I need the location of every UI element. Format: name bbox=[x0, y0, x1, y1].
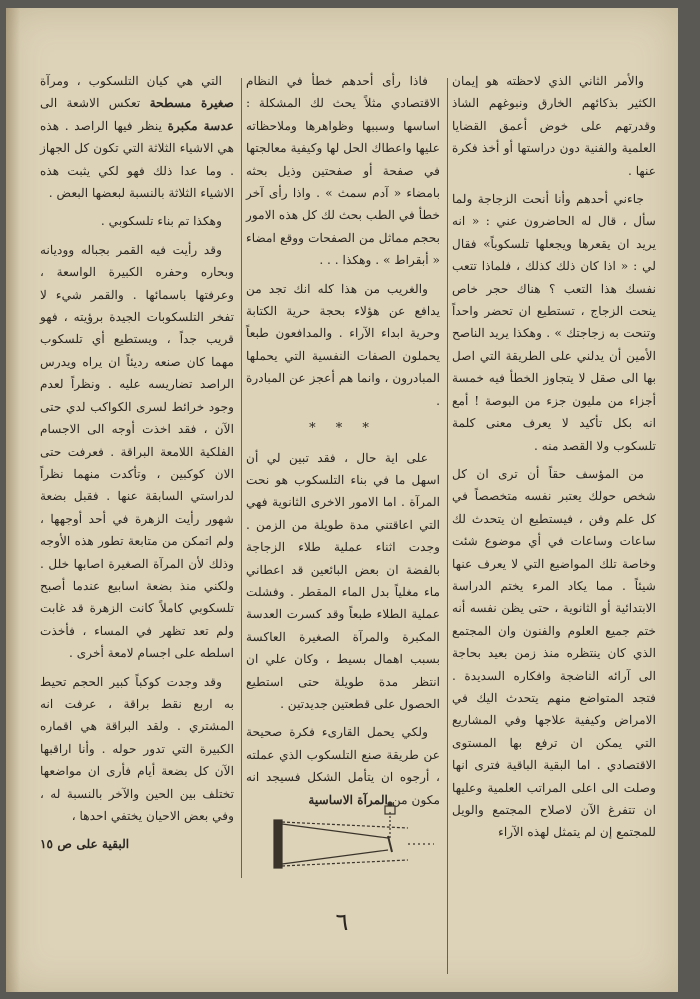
paragraph: جاءني أحدهم وأنا أنحت الزجاجة ولما سأل ، قال له الحاضرون عني : « انه يريد ان يقعرها ويجعلها تلسكوباً» فقال لي : « اذا كان ذلك كذلك ، فلماذا تتعب نفسك هذا التعب ؟ هناك حجر خاص ينحت الزجاج ، تستطيع ان تحضر واحداً وتنحت به زجاجتك » . وهكذا يريد الناصح الأمين أن يدلني على الطريقة التي اصل بها الى صقل لا يتجاوز الخطأ فيه خمسة أجزاء من مليون جزء من البوصة ! أمع انه بكل تأكيد لا يعرف معنى كلمة تلسكوب ولا القصد منه . bbox=[452, 192, 656, 453]
bold-term: صغيرة مسطحة bbox=[149, 96, 235, 111]
magazine-page bbox=[6, 8, 678, 992]
text-run: ينظر فيها الراصد . هذه هي الاشياء الثلاثة التي تكون كل الجهاز . وما عدا ذلك فهو لكي يثبت هذه الاشياء الثلاثة بالنسبة لبعضها البعض . bbox=[40, 118, 234, 201]
paragraph: على اية حال ، فقد تبين لي أن اسهل ما في بناء التلسكوب هو نحت المرآة . اما الامور الاخرى الثانوية فهي التي اعاقتني مدة طويلة من الزمن . وجدت اثناء عملية طلاء الزجاجة بالفضة ان بعض البائعين قد اعطاني ماء مغلياً بدل الماء المقطر . وفشلت عملية الطلاء طبعاً وقد كسرت العدسة المكبرة والمرآة الصغيرة العاكسة بسبب اهمال بسيط ، وكان علي ان انتظر مدة طويلة حتى استطيع الحصول على قطعتين جديدتين . bbox=[246, 450, 440, 711]
primary-mirror-shape bbox=[274, 820, 282, 868]
observer-eye-shape bbox=[388, 802, 392, 806]
bold-term: المرآة الاساسية bbox=[308, 792, 388, 807]
page-spine-shadow bbox=[6, 8, 20, 992]
flat-mirror-shape bbox=[388, 836, 392, 852]
text-run: تعكس الاشعة الى bbox=[40, 96, 141, 111]
paragraph: وهكذا تم بناء تلسكوبي . bbox=[100, 214, 222, 229]
paragraph: والغريب من هذا كله انك تجد من يدافع عن هؤلاء بحجة حرية الكتابة وحرية ابداء الآراء . والمدافعون طبعاً يحملون الصفات النفسية التي يحملها المبادرون ، وانما هم أعجز عن المبادرة . bbox=[246, 281, 440, 408]
column-middle bbox=[246, 70, 440, 817]
column-divider-left bbox=[241, 78, 242, 878]
paragraph: فاذا رأى أحدهم خطأ في النظام الاقتصادي مثلاً يحث لك المشكلة : اساسها وسببها وظواهرها وملاحظاته عليها واعطاك الحل لها وكيفية معالجتها في صفحة أو صفحتين وذيل بحثه بامضاء « آدم سمث » . واذا رأى آخر خطأ في الطب بحث لك كل هذه الامور بحجم مماثل من الصفحات ووقع امضاء « أبقراط » . وهكذا . . . bbox=[246, 74, 440, 268]
text-run: التي هي كيان التلسكوب ، ومرآة bbox=[40, 74, 222, 88]
paragraph: وقد وجدت كوكباً كبير الحجم تحيط به اربع نقط براقة ، عرفت انه المشتري . ولقد البراقة هي اقماره الكبيرة التي تدور حوله . وأنا اراقبها الآن كل بضعة أيام فأرى ان مواضعها تختلف بين الحين والآخر بالنسبة له ، وفي بعض الاحيان يختفي احدها ، bbox=[40, 674, 234, 823]
paragraph: وقد رأيت فيه القمر بجباله ووديانه وبحاره وحفره الكبيرة الواسعة ، وعرفتها باسمائها . والقمر شيء لا تفخر التلسكوبات الجيدة برؤيته ، فهو قريب جداً ، ويستطيع أي تلسكوب مهما كان صنعه رديئاً ان يراه ويدرس الراصد تضاريسه عليه . ونظراً لعدم وجود خرائط لسرى الكواكب لدي حتى الآن ، فقد اخذت أوجه الى الاجسام الفلكية اللامعة البراقة . فعرفت حتى الان كوكبين ، وتأكدت منهما نظراً لدراستي السابقة عنها . فقبل بضعة شهور رأيت الزهرة في أحد أوجهها ، ولم اتمكن من متابعة تطور هذه الأوجه وذلك لأن المرآة الصغيرة اصابها خلل . ولكني منذ بضعة اسابيع عندما أصبح تلسكوبي كاملاً كانت الزهرة قد غابت ولم تعد تظهر في المساء ، فأخذت اسلطه على اجسام لامعة أخرى . bbox=[40, 242, 234, 661]
section-separator: * * * bbox=[309, 421, 377, 437]
telescope-diagram bbox=[268, 798, 438, 886]
column-divider-right bbox=[447, 78, 448, 974]
text-run: ولكي يحمل القارىء فكرة صحيحة عن طريقة صنع التلسكوب الذي عملته ، أرجوه ان يتأمل الشكل فسيجد انه مكون من bbox=[246, 725, 440, 807]
paragraph: من المؤسف حقاً أن ترى ان كل شخص حولك يعتبر نفسه متخصصاً في كل علم وفن ، فيستطيع ان يتحدث لك ساعات وساعات في أي موضوع شئت وخاصة تلك المواضيع التي لا يعرف عنها شيئاً . مما يكاد المرء يختم الدراسة الابتدائية أو الثانوية ، حتى يظن نفسه أنه ختم جميع العلوم والفنون وان المجتمع الذي كان ينتظره منذ زمن بعيد بحاجة الى آرائه الناضجة وافكاره السديدة . فتجد المتواضع منهم يتحدث اليك في الامراض وكيفية علاجها وفي المشاريع التي يمكن ان ترفع بها المستوى الاقتصادي . اما البقية الباقية فترى انها وصلت الى اعلى المراتب العلمية وعليها ان تتفرغ الآن لاصلاح المجتمع والويل للمجتمع إن لم يتمثل لهذه الآراء bbox=[452, 466, 656, 840]
paragraph: والأمر الثاني الذي لاحظته هو إيمان الكثير بذكائهم الخارق ونبوغهم الشاذ وقدرتهم على خوض أعمق القضايا العلمية والفنية دون دراستها أو أخذ فكرة عنها . bbox=[452, 74, 656, 178]
bold-term: عدسة مكبرة bbox=[167, 118, 235, 133]
column-right bbox=[452, 70, 656, 850]
column-left bbox=[40, 70, 234, 862]
page-number: ٦ bbox=[335, 908, 349, 936]
continued-note: البقية على ص ١٥ bbox=[40, 837, 130, 852]
paragraph bbox=[40, 70, 234, 204]
